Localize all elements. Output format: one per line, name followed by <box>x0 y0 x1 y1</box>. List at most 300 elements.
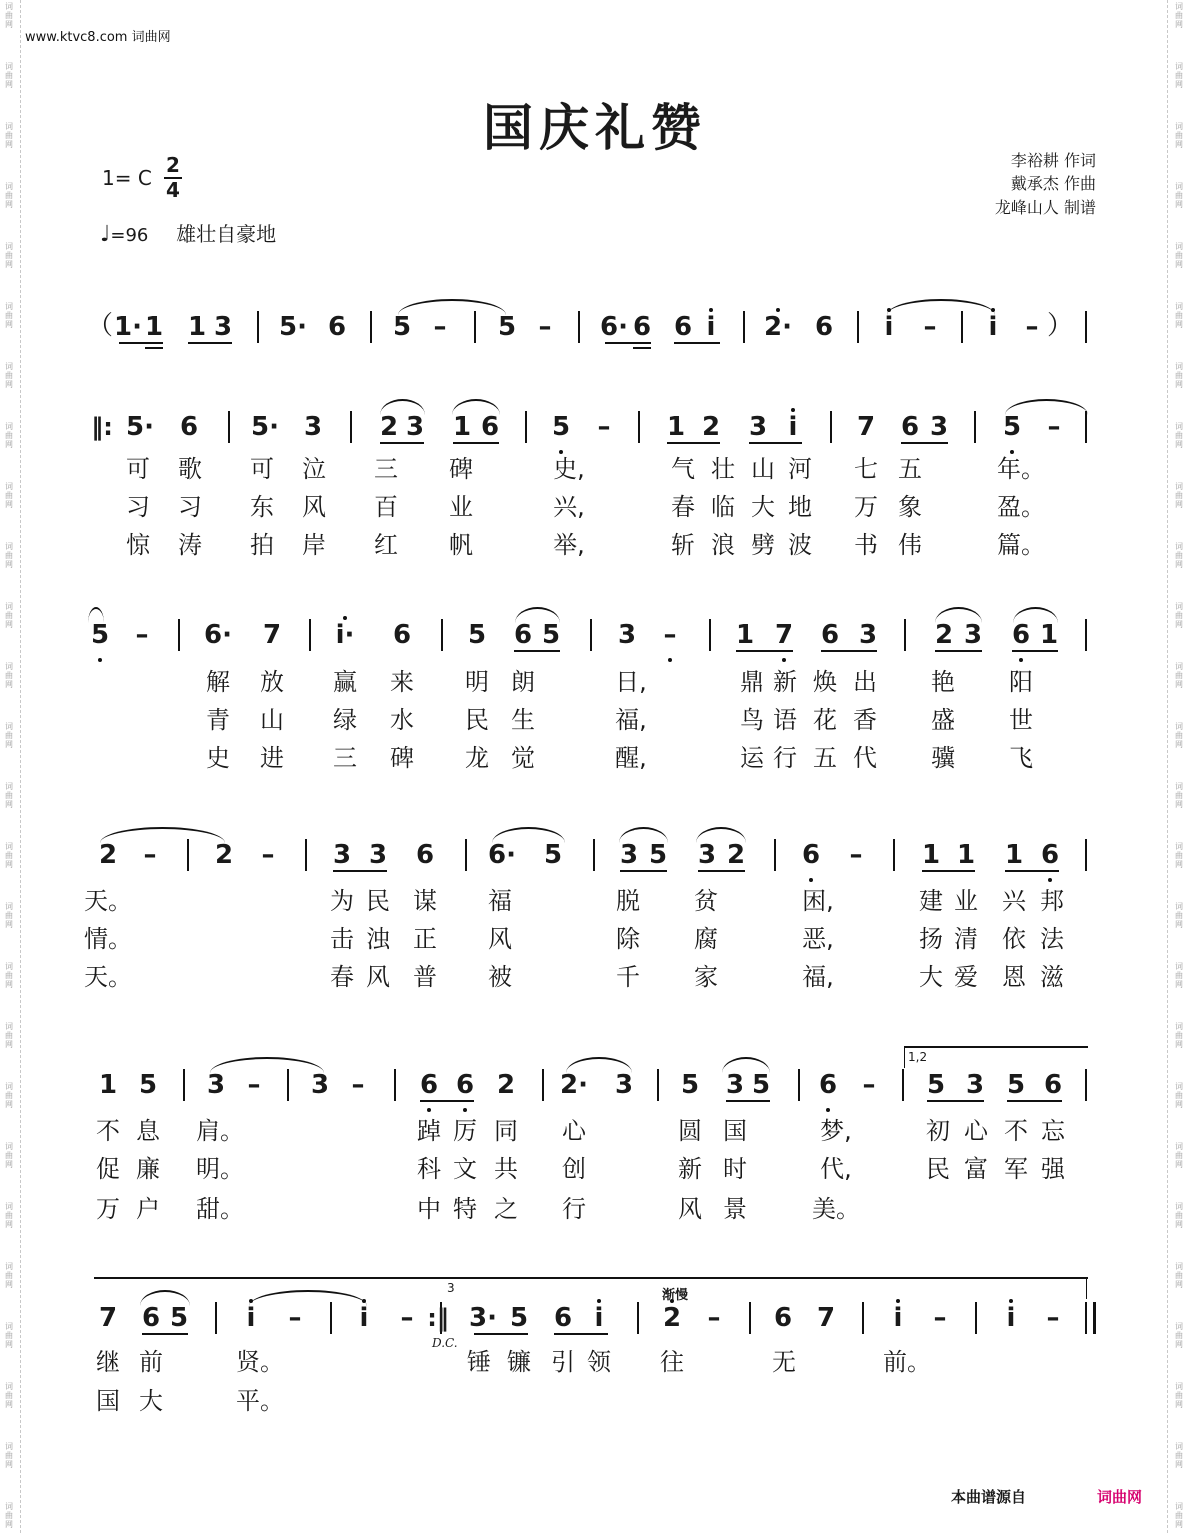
note: 6 <box>632 312 652 342</box>
lyric-syllable: 鼎 <box>740 668 764 696</box>
note: 5· <box>251 412 279 442</box>
note: 3 <box>965 1070 985 1100</box>
note: i <box>706 312 716 342</box>
octave-dot <box>427 1108 431 1112</box>
lyric-syllable: 福 <box>488 887 512 915</box>
lyric-syllable: 运 <box>740 744 764 772</box>
song-title: 国庆礼赞 <box>483 99 707 157</box>
lyric-syllable: 劈 <box>751 531 775 559</box>
note: 3 <box>619 840 639 870</box>
note: 3 <box>368 840 388 870</box>
beam <box>736 650 793 652</box>
volta-bracket-12-edge <box>904 1046 905 1068</box>
lyric-syllable: 爱 <box>954 963 978 991</box>
lyric-syllable: 军 <box>1004 1155 1028 1183</box>
lyric-syllable: 花 <box>813 706 837 734</box>
lyric-syllable: 地 <box>788 493 812 521</box>
lyric-syllable: 肩。 <box>196 1117 244 1145</box>
beam <box>927 1100 984 1102</box>
lyric-syllable: 史 <box>206 744 230 772</box>
lyric-syllable: 代, <box>820 1155 852 1183</box>
beam <box>1007 1100 1062 1102</box>
repeat-open: ‖: <box>91 413 113 441</box>
slur <box>696 827 746 843</box>
note: 5 <box>497 312 517 342</box>
note: 1 <box>144 312 164 342</box>
lyric-syllable: 正 <box>413 925 437 953</box>
lyric-syllable: 心 <box>964 1117 988 1145</box>
note: 2· <box>764 312 792 342</box>
octave-dot <box>1048 878 1052 882</box>
lyric-syllable: 困, <box>802 887 834 915</box>
lyricist: 李裕耕 作词 <box>1010 151 1096 170</box>
note: 3 <box>213 312 233 342</box>
lyric-syllable: 领 <box>587 1348 611 1376</box>
lyric-syllable: 五 <box>813 744 837 772</box>
beam <box>620 870 667 872</box>
note: 1 <box>98 1070 118 1100</box>
watermark-mark: 词 曲 网 <box>5 122 13 149</box>
note: 6 <box>419 1070 439 1100</box>
watermark-mark: 词 曲 网 <box>5 1262 13 1289</box>
watermark-mark: 词 曲 网 <box>1175 242 1183 269</box>
lyric-syllable: 息 <box>136 1117 160 1145</box>
barline <box>525 411 527 443</box>
beam <box>674 342 720 344</box>
note: i <box>788 412 798 442</box>
lyric-syllable: 福, <box>802 963 834 991</box>
note: 7 <box>98 1303 118 1333</box>
lyric-syllable: 语 <box>773 706 797 734</box>
note: 3 <box>725 1070 745 1100</box>
note: 1 <box>956 840 976 870</box>
note: 3· <box>469 1303 497 1333</box>
lyric-syllable: 气 <box>671 455 695 483</box>
note: i <box>1006 1303 1016 1333</box>
note: 6· <box>488 840 516 870</box>
note: 1 <box>1004 840 1024 870</box>
note: 6 <box>673 312 693 342</box>
octave-dot <box>668 658 672 662</box>
note: – <box>247 1070 261 1100</box>
slur <box>140 1290 190 1306</box>
beam <box>901 442 948 444</box>
quarter-note-icon: ♩ <box>100 222 111 247</box>
lyric-syllable: 民 <box>366 887 390 915</box>
beam <box>726 1100 770 1102</box>
watermark-mark: 词 曲 网 <box>1175 1442 1183 1469</box>
note: 1 <box>735 620 755 650</box>
note: – <box>135 620 149 650</box>
lyric-syllable: 腐 <box>694 925 718 953</box>
barline <box>187 839 189 871</box>
lyric-syllable: 文 <box>453 1155 477 1183</box>
watermark-mark: 词 曲 网 <box>5 362 13 389</box>
arranger: 龙峰山人 制谱 <box>994 198 1096 217</box>
lyric-syllable: 浊 <box>366 925 390 953</box>
beam <box>633 347 651 349</box>
note: i <box>884 312 894 342</box>
barline <box>749 1302 751 1334</box>
slur <box>515 607 560 623</box>
note: 7 <box>262 620 282 650</box>
lyric-syllable: 特 <box>453 1195 477 1223</box>
lyric-syllable: 往 <box>660 1348 684 1376</box>
time-top: 2 <box>166 153 180 177</box>
lyric-syllable: 民 <box>465 706 489 734</box>
watermark-mark: 词 曲 网 <box>5 422 13 449</box>
lyric-syllable: 来 <box>390 668 414 696</box>
note: – <box>597 412 611 442</box>
lyric-syllable: 甜。 <box>196 1195 244 1223</box>
lyric-syllable: 厉 <box>453 1117 477 1145</box>
note: 5 <box>680 1070 700 1100</box>
lyric-syllable: 兴, <box>553 493 585 521</box>
note: 6 <box>141 1303 161 1333</box>
note: 6 <box>392 620 412 650</box>
lyric-syllable: 谋 <box>413 887 437 915</box>
lyric-syllable: 邦 <box>1040 887 1064 915</box>
lyric-syllable: 解 <box>206 668 230 696</box>
lyric-syllable: 家 <box>694 963 718 991</box>
lyric-syllable: 朗 <box>511 668 535 696</box>
barline <box>215 1302 217 1334</box>
lyric-syllable: 强 <box>1041 1155 1065 1183</box>
volta-bracket-3 <box>94 1277 1088 1279</box>
note: 1 <box>187 312 207 342</box>
lyric-syllable: 百 <box>374 493 398 521</box>
note: – <box>923 312 937 342</box>
barline <box>178 619 180 651</box>
lyric-syllable: 放 <box>260 668 284 696</box>
note: 5 <box>751 1070 771 1100</box>
barline <box>228 411 230 443</box>
lyric-syllable: 富 <box>964 1155 988 1183</box>
octave-dot <box>809 878 813 882</box>
note: 1 <box>921 840 941 870</box>
watermark-mark: 词 曲 网 <box>5 1202 13 1229</box>
left-border <box>20 0 21 1533</box>
lyric-syllable: 脱 <box>616 887 640 915</box>
octave-dot <box>343 616 347 620</box>
barline <box>593 839 595 871</box>
watermark-mark: 词 曲 网 <box>5 662 13 689</box>
lyric-syllable: 廉 <box>136 1155 160 1183</box>
watermark-mark: 词 曲 网 <box>5 842 13 869</box>
note: 3 <box>614 1070 634 1100</box>
beam <box>821 650 877 652</box>
note: 5 <box>1002 412 1022 442</box>
beam <box>119 342 163 344</box>
lyric-syllable: 篇。 <box>997 531 1045 559</box>
lyric-syllable: 国 <box>96 1387 120 1415</box>
note: 5 <box>138 1070 158 1100</box>
lyric-syllable: 盈。 <box>997 493 1045 521</box>
beam <box>380 442 424 444</box>
lyric-syllable: 为 <box>330 887 354 915</box>
watermark-mark: 词 曲 网 <box>5 1322 13 1349</box>
watermark-mark: 词 曲 网 <box>1175 1502 1183 1529</box>
lyric-syllable: 恶, <box>802 925 834 953</box>
barline <box>287 1069 289 1101</box>
lyric-syllable: 初 <box>926 1117 950 1145</box>
beam <box>514 650 560 652</box>
lyric-syllable: 国 <box>723 1117 747 1145</box>
note: 6 <box>553 1303 573 1333</box>
note: i <box>594 1303 604 1333</box>
note: 5· <box>279 312 307 342</box>
lyric-syllable: 可 <box>250 455 274 483</box>
slur <box>380 399 425 415</box>
key-signature: 1= C <box>102 166 152 190</box>
note: 7 <box>816 1303 836 1333</box>
lyric-syllable: 不 <box>96 1117 120 1145</box>
slur <box>722 1057 770 1073</box>
lyric-syllable: 象 <box>898 493 922 521</box>
lyric-syllable: 龙 <box>465 744 489 772</box>
note: 3 <box>303 412 323 442</box>
lyric-syllable: 临 <box>711 493 735 521</box>
watermark-mark: 词 曲 网 <box>5 1082 13 1109</box>
octave-dot <box>1019 658 1023 662</box>
lyric-syllable: 依 <box>1002 925 1026 953</box>
note: 1 <box>1039 620 1059 650</box>
note: 6· <box>204 620 232 650</box>
note: 7 <box>774 620 794 650</box>
note: 2 <box>934 620 954 650</box>
lyric-syllable: 户 <box>136 1195 160 1223</box>
note: 6 <box>1040 840 1060 870</box>
barline <box>578 311 580 343</box>
barline <box>330 1302 332 1334</box>
lyric-syllable: 日, <box>615 668 647 696</box>
lyric-syllable: 天。 <box>84 963 132 991</box>
barline <box>542 1069 544 1101</box>
beam <box>698 870 745 872</box>
beam <box>1005 870 1059 872</box>
lyric-syllable: 共 <box>494 1155 518 1183</box>
barline <box>709 619 711 651</box>
barline <box>590 619 592 651</box>
lyric-syllable: 鸟 <box>740 706 764 734</box>
volta-bracket-12 <box>904 1046 1088 1048</box>
note: – <box>433 312 447 342</box>
lyric-syllable: 镰 <box>507 1348 531 1376</box>
lyric-syllable: 碑 <box>449 455 473 483</box>
watermark-mark: 词 曲 网 <box>1175 122 1183 149</box>
lyric-syllable: 书 <box>854 531 878 559</box>
lyric-syllable: 三 <box>333 744 357 772</box>
watermark-mark: 词 曲 网 <box>1175 842 1183 869</box>
watermark-mark: 词 曲 网 <box>5 62 13 89</box>
note: 5 <box>541 620 561 650</box>
watermark-mark: 词 曲 网 <box>1175 602 1183 629</box>
watermark-mark: 词 曲 网 <box>5 542 13 569</box>
lyric-syllable: 同 <box>494 1117 518 1145</box>
lyric-syllable: 前 <box>139 1348 163 1376</box>
lyric-syllable: 行 <box>773 744 797 772</box>
watermark-mark: 词 曲 网 <box>1175 362 1183 389</box>
lyric-syllable: 除 <box>616 925 640 953</box>
note: 5 <box>543 840 563 870</box>
slur <box>887 299 995 315</box>
barline <box>893 839 895 871</box>
lyric-syllable: 年。 <box>997 455 1045 483</box>
note: 5· <box>126 412 154 442</box>
barline <box>1085 1069 1087 1101</box>
slur <box>249 1290 367 1306</box>
lyric-syllable: 拍 <box>250 531 274 559</box>
note: 3 <box>748 412 768 442</box>
lyric-syllable: 帆 <box>449 531 473 559</box>
watermark-mark: 词 曲 网 <box>1175 1082 1183 1109</box>
note: 3 <box>963 620 983 650</box>
octave-dot <box>98 658 102 662</box>
lyric-syllable: 青 <box>206 706 230 734</box>
lyric-syllable: 飞 <box>1009 744 1033 772</box>
lyric-syllable: 前。 <box>883 1348 931 1376</box>
lyric-syllable: 醒, <box>615 744 647 772</box>
slur <box>88 607 104 623</box>
beam <box>145 347 163 349</box>
barline <box>743 311 745 343</box>
octave-dot <box>463 1108 467 1112</box>
note: 6 <box>814 312 834 342</box>
beam <box>749 442 802 444</box>
watermark-mark: 词 曲 网 <box>5 602 13 629</box>
note: – <box>143 840 157 870</box>
lyric-syllable: 骥 <box>931 744 955 772</box>
octave-dot <box>559 450 563 454</box>
repeat-close: :‖ <box>427 1304 449 1332</box>
barline <box>350 411 352 443</box>
beam <box>474 1333 528 1335</box>
lyric-syllable: 三 <box>374 455 398 483</box>
lyric-syllable: 水 <box>390 706 414 734</box>
beam <box>935 650 982 652</box>
lyric-syllable: 业 <box>954 887 978 915</box>
lyric-syllable: 民 <box>926 1155 950 1183</box>
lyric-syllable: 焕 <box>813 668 837 696</box>
note: 5 <box>467 620 487 650</box>
lyric-syllable: 盛 <box>931 706 955 734</box>
lyric-syllable: 圆 <box>678 1117 702 1145</box>
note: 6 <box>900 412 920 442</box>
watermark-mark: 词 曲 网 <box>5 242 13 269</box>
lyric-syllable: 继 <box>96 1348 120 1376</box>
note: 5 <box>509 1303 529 1333</box>
watermark-mark: 词 曲 网 <box>1175 302 1183 329</box>
note: 2 <box>662 1303 682 1333</box>
watermark-mark: 词 曲 网 <box>1175 422 1183 449</box>
note: 2 <box>701 412 721 442</box>
note: – <box>1046 1303 1060 1333</box>
watermark-mark: 词 曲 网 <box>1175 782 1183 809</box>
note: 3 <box>206 1070 226 1100</box>
note: 3 <box>858 620 878 650</box>
note: i <box>246 1303 256 1333</box>
barline <box>441 619 443 651</box>
note: 3 <box>405 412 425 442</box>
dc-mark: D.C. <box>432 1336 458 1350</box>
barline <box>394 1069 396 1101</box>
note: 5 <box>648 840 668 870</box>
lyric-syllable: 创 <box>562 1155 586 1183</box>
note: – <box>1025 312 1039 342</box>
barline <box>257 311 259 343</box>
watermark-mark: 词 曲 网 <box>5 1022 13 1049</box>
watermark-mark: 词 曲 网 <box>5 302 13 329</box>
lyric-syllable: 促 <box>96 1155 120 1183</box>
watermark-mark: 词 曲 网 <box>1175 62 1183 89</box>
note: – <box>538 312 552 342</box>
watermark-mark: 词 曲 网 <box>1175 182 1183 209</box>
volta-3-label: 3 <box>447 1281 455 1295</box>
tempo-value: =96 <box>110 225 149 246</box>
lyric-syllable: 山 <box>260 706 284 734</box>
watermark-mark: 词 曲 网 <box>5 1502 13 1529</box>
lyric-syllable: 歌 <box>178 455 202 483</box>
right-border <box>1167 0 1168 1533</box>
note: i <box>893 1303 903 1333</box>
note: 6 <box>773 1303 793 1333</box>
lyric-syllable: 不 <box>1004 1117 1028 1145</box>
watermark-mark: 词 曲 网 <box>5 1142 13 1169</box>
octave-dot <box>782 658 786 662</box>
octave-dot <box>826 1108 830 1112</box>
slur <box>100 827 225 843</box>
note: 7 <box>856 412 876 442</box>
barline <box>904 619 906 651</box>
note: 6 <box>1043 1070 1063 1100</box>
barline <box>638 411 640 443</box>
barline <box>370 311 372 343</box>
watermark-mark: 词 曲 网 <box>1175 1202 1183 1229</box>
barline <box>1085 839 1087 871</box>
lyric-syllable: 大 <box>919 963 943 991</box>
watermark-mark: 词 曲 网 <box>1175 722 1183 749</box>
watermark-mark: 词 曲 网 <box>1175 902 1183 929</box>
lyric-syllable: 时 <box>723 1155 747 1183</box>
lyric-syllable: 泣 <box>302 455 326 483</box>
octave-dot <box>597 1299 601 1303</box>
note: 2 <box>496 1070 516 1100</box>
watermark-mark: 词 曲 网 <box>5 1382 13 1409</box>
lyric-syllable: 斩 <box>671 531 695 559</box>
note: i <box>988 312 998 342</box>
lyric-syllable: 情。 <box>84 925 132 953</box>
lyric-syllable: 惊 <box>126 531 150 559</box>
lyric-syllable: 清 <box>954 925 978 953</box>
note: – <box>1047 412 1061 442</box>
barline <box>774 839 776 871</box>
lyric-syllable: 明 <box>465 668 489 696</box>
watermark-mark: 词 曲 网 <box>1175 662 1183 689</box>
lyric-syllable: 春 <box>671 493 695 521</box>
barline <box>961 311 963 343</box>
note: 6 <box>801 840 821 870</box>
watermark-mark: 词 曲 网 <box>5 1442 13 1469</box>
beam <box>420 1100 474 1102</box>
beam <box>554 1333 608 1335</box>
lyric-syllable: 万 <box>96 1195 120 1223</box>
note: – <box>849 840 863 870</box>
note: 5 <box>1006 1070 1026 1100</box>
note: 6 <box>1011 620 1031 650</box>
lyric-syllable: 红 <box>374 531 398 559</box>
note: 2 <box>214 840 234 870</box>
note: 5 <box>90 620 110 650</box>
